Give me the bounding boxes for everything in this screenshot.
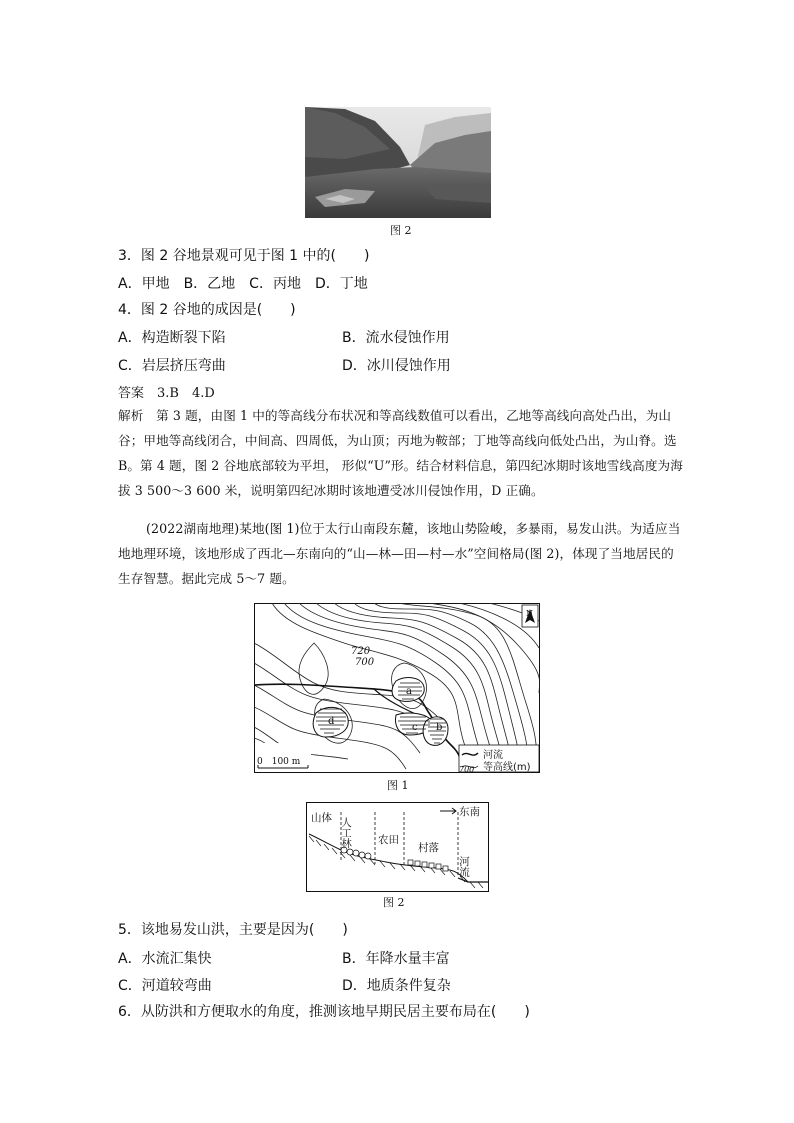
- zone-forest: 人工林: [340, 817, 352, 849]
- north-arrow: [522, 605, 538, 627]
- place-b-label: b: [436, 722, 443, 733]
- direction-label: 东南: [459, 806, 480, 818]
- contour-label-700: 700: [355, 657, 375, 668]
- scale-label: 0 100 m: [257, 757, 301, 767]
- answer-label: 答案: [118, 386, 145, 401]
- question-4-stem: 4．图 2 谷地的成因是( ): [118, 302, 296, 318]
- question-5-option-b: B．年降水量丰富: [342, 951, 450, 967]
- question-4-option-d: D．冰川侵蚀作用: [342, 358, 451, 374]
- zone-farmland: 农田: [378, 834, 399, 846]
- question-5-stem: 5．该地易发山洪，主要是因为( ): [118, 922, 348, 938]
- question-4-option-a: A．构造断裂下陷: [118, 330, 226, 346]
- analysis-paragraph: [118, 403, 684, 503]
- photo-caption: 图 2: [390, 224, 412, 237]
- place-a-label: a: [406, 686, 412, 697]
- question-3-stem: 3．图 2 谷地景观可见于图 1 中的( ): [118, 248, 370, 264]
- legend-contour-value: 700: [459, 765, 475, 773]
- legend-contour: 等高线(m): [483, 762, 531, 773]
- contour-map: [254, 603, 540, 773]
- legend-river: 河流: [483, 750, 503, 761]
- question-4-option-c: C．岩层挤压弯曲: [118, 358, 226, 374]
- question-4-option-b: B．流水侵蚀作用: [342, 330, 450, 346]
- contour-label-720: 720: [351, 646, 371, 657]
- map-legend: [459, 745, 539, 773]
- analysis-text: 第 3 题，由图 1 中的等高线分布状况和等高线数值可以看出，乙地等高线向高处凸出，为山谷；甲地等高线闭合，中间高、四周低，为山顶；丙地为鞍部；丁地等高线向低处凸出，为山脊。选 B。第 4 题，图 2 谷地底部较为平坦， 形似“U”形。结合材料信息，第四纪冰期时该地雪线高度为海拔 3 500～3 600 米，说明第四纪冰期时该地遭受冰川侵蚀作用，D 正确。: [118, 408, 683, 498]
- zone-village: 村落: [418, 842, 439, 854]
- place-d-label: d: [328, 716, 335, 727]
- answer-value: 3.B 4.D: [157, 386, 215, 401]
- intro-paragraph: (2022湖南地理)某地(图 1)位于太行山南段东麓，该地山势险峻，多暴雨，易发山洪。为适应当地地理环境，该地形成了西北—东南向的“山—林—田—村—水”空间格局(图 2)，体现了当地居民的生存智慧。据此完成 5～7 题。: [118, 521, 681, 586]
- question-5-option-d: D．地质条件复杂: [342, 978, 451, 994]
- profile-diagram: [306, 802, 489, 892]
- north-label: N: [526, 609, 533, 618]
- zone-mountain: 山体: [311, 812, 332, 824]
- question-3-options: A．甲地 B．乙地 C．丙地 D．丁地: [118, 276, 368, 292]
- answer-line: [118, 382, 215, 401]
- question-5-option-a: A．水流汇集快: [118, 951, 212, 967]
- map-caption: 图 1: [387, 779, 409, 792]
- valley-photo: [305, 107, 491, 218]
- question-5-option-c: C．河道较弯曲: [118, 978, 212, 994]
- profile-caption: 图 2: [383, 896, 405, 909]
- zone-river: 河流: [458, 856, 470, 877]
- scale-bar: [255, 743, 311, 771]
- place-c-label: c: [412, 722, 418, 733]
- question-6-stem: 6．从防洪和方便取水的角度，推测该地早期民居主要布局在( ): [118, 1004, 530, 1020]
- analysis-label: 解析: [118, 408, 144, 423]
